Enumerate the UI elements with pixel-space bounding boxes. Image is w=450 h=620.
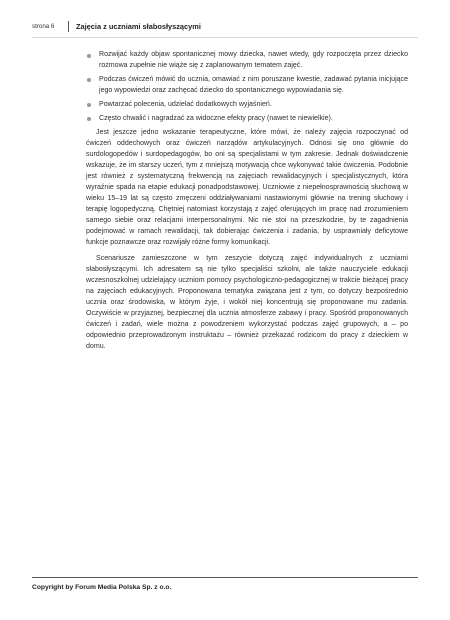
bullet-icon	[87, 78, 91, 82]
page-number: strona 6	[32, 23, 55, 30]
chapter-title: Zajęcia z uczniami słabosłyszącymi	[76, 22, 201, 31]
header-rule	[32, 37, 418, 38]
body-paragraph: Jest jeszcze jedno wskazanie terapeutyczne, które mówi, że należy zajęcia rozpoczynać od ćwiczeń oddechowych oraz ćwiczeń narządów artykulacyjnych. Odnosi się ono głównie do surdologopedów i surdopedagogów, bo oni są specjalistami w tym zakresie. Jednak doświadczenie wskazuje, że im starszy uczeń, tym z mniejszą motywacją chce wykonywać takie ćwiczenia. Podobnie jest również z systematyczną frekwencją na zajęciach rewalidacyjnych i specjalistycznych, która wyraźnie spada na etapie edukacji ponadpodstawowej. Uczniowie z niepełnosprawnością słuchową w wieku 15–19 lat są często zmęczeni oddziaływaniami nastawionymi głównie na trening słuchowy i terapię logopedyczną. Chętniej natomiast korzystają z zajęć oferujących im pracę nad zrozumieniem samego siebie oraz relacjami interpersonalnymi. Nic nie stoi na przeszkodzie, by te zagadnienia podejmować w ramach rewalidacji, tak dobierając ćwiczenia i zadania, by usprawniały deficytowe funkcje poznawcze oraz rozwijały różne formy komunikacji.	[86, 129, 408, 246]
bullet-item	[86, 114, 408, 125]
copyright-footer: Copyright by Forum Media Polska Sp. z o.o.	[32, 584, 172, 591]
header-divider	[68, 21, 69, 32]
footer-rule	[32, 577, 418, 578]
bullet-text: Często chwalić i nagradzać za widoczne efekty pracy (nawet te niewielkie).	[99, 114, 333, 122]
bullet-list	[86, 50, 408, 124]
bullet-text: Rozwijać każdy objaw spontanicznej mowy dziecka, nawet wtedy, gdy rozpoczęta przez dziecko rozmowa zupełnie nie wiąże się z zaplanowanym tematem zajęć.	[99, 51, 408, 69]
bullet-item	[86, 75, 408, 97]
bullet-icon	[87, 54, 91, 58]
bullet-item	[86, 50, 408, 72]
page-header	[32, 22, 418, 36]
body-paragraph: Scenariusze zamieszczone w tym zeszycie dotyczą zajęć indywidualnych z uczniami słabosłyszącymi. Ich adresatem są nie tylko specjaliści szkolni, ale także nauczyciele edukacji wczesnoszkolnej udzielający uczniom pomocy psychologiczno-pedagogicznej w trakcie bieżącej pracy na zajęciach edukacyjnych. Proponowana tematyka związana jest z tym, co dotyczy bezpośrednio ucznia oraz środowiska, w którym żyje, i wokół niej koncentrują się proponowane mu zadania. Oczywiście w przyjaznej, bezpiecznej dla ucznia atmosferze zabawy i pracy. Spośród proponowanych ćwiczeń i zadań, wiele można z powodzeniem wykorzystać podczas zajęć grupowych, a – po odpowiednio przeprowadzonym instruktażu – również przekazać rodzicom do pracy z dzieckiem w domu.	[86, 255, 408, 350]
bullet-text: Powtarzać polecenia, udzielać dodatkowych wyjaśnień.	[99, 100, 272, 108]
bullet-text: Podczas ćwiczeń mówić do ucznia, omawiać z nim poruszane kwestie, zadawać pytania inicjujące jego wypowiedzi oraz zachęcać dziecko do spontanicznego wypowiadania się.	[99, 75, 408, 94]
bullet-icon	[87, 117, 91, 121]
bullet-item	[86, 100, 408, 111]
bullet-icon	[87, 103, 91, 107]
main-content	[86, 50, 408, 359]
